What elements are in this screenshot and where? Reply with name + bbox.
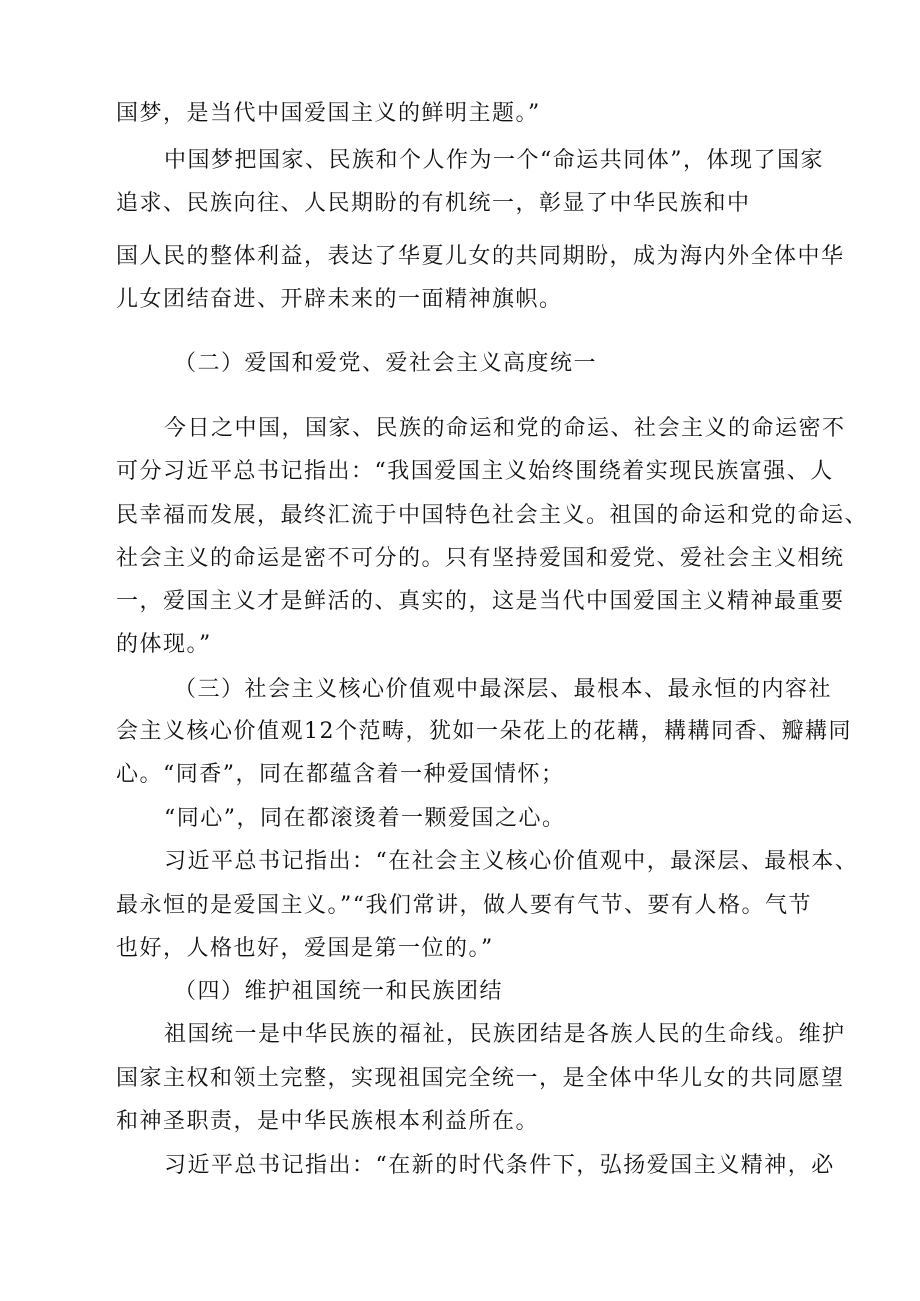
text-line: 最永恒的是爱国主义。”“我们常讲，做人要有气节、要有人格。气节 (116, 893, 812, 918)
text-line: 心。“同香”，同在都蕴含着一种爱国情怀； (116, 762, 565, 787)
text-line: 今日之中国，国家、民族的命运和党的命运、社会主义的命运密不 (164, 416, 846, 441)
text-line: 民幸福而发展，最终汇流于中国特色社会主义。祖国的命运和党的命运、 (116, 503, 869, 528)
text-line: 追求、民族向往、人民期盼的有机统一，彰显了中华民族和中 (116, 191, 751, 216)
section-heading: （四）维护祖国统一和民族团结 (174, 979, 504, 1004)
text-line: 习近平总书记指出：“在社会主义核心价值观中，最深层、最根本、 (164, 849, 859, 874)
text-line: 儿女团结奋进、开辟未来的一面精神旗帜。 (116, 287, 563, 312)
text-line: 一，爱国主义才是鲜活的、真实的，这是当代中国爱国主义精神最重要 (116, 589, 845, 614)
text-line: 和神圣职责，是中华民族根本利益所在。 (116, 1109, 540, 1134)
text-line: “同心”，同在都滚烫着一颗爱国之心。 (164, 806, 566, 831)
section-heading: （三）社会主义核心价值观中最深层、最根本、最永恒的内容社 (174, 677, 833, 702)
text-line: 国家主权和领土完整，实现祖国完全统一，是全体中华儿女的共同愿望 (116, 1066, 845, 1091)
text-line: 可分习近平总书记指出：“我国爱国主义始终围绕着实现民族富强、人 (116, 459, 834, 484)
text-line: 祖国统一是中华民族的福祉，民族团结是各族人民的生命线。维护 (164, 1022, 846, 1047)
text-line: 中国梦把国家、民族和个人作为一个“命运共同体”，体现了国家 (164, 148, 824, 173)
text-line: 会主义核心价值观12个范畴，犹如一朵花上的花耩，耩耩同香、瓣耩同 (116, 719, 852, 744)
text-line: 习近平总书记指出：“在新的时代条件下，弘扬爱国主义精神，必 (164, 1153, 835, 1178)
text-line: 的体现。” (116, 632, 212, 657)
text-line: 社会主义的命运是密不可分的。只有坚持爱国和爱党、爱社会主义相统 (116, 546, 845, 571)
text-line: 也好，人格也好，爱国是第一位的。” (116, 936, 494, 961)
text-line: 国梦，是当代中国爱国主义的鲜明主题。” (116, 101, 541, 126)
section-heading: （二）爱国和爱党、爱社会主义高度统一 (174, 351, 598, 376)
text-line: 国人民的整体利益，表达了华夏儿女的共同期盼，成为海内外全体中华 (116, 244, 845, 269)
